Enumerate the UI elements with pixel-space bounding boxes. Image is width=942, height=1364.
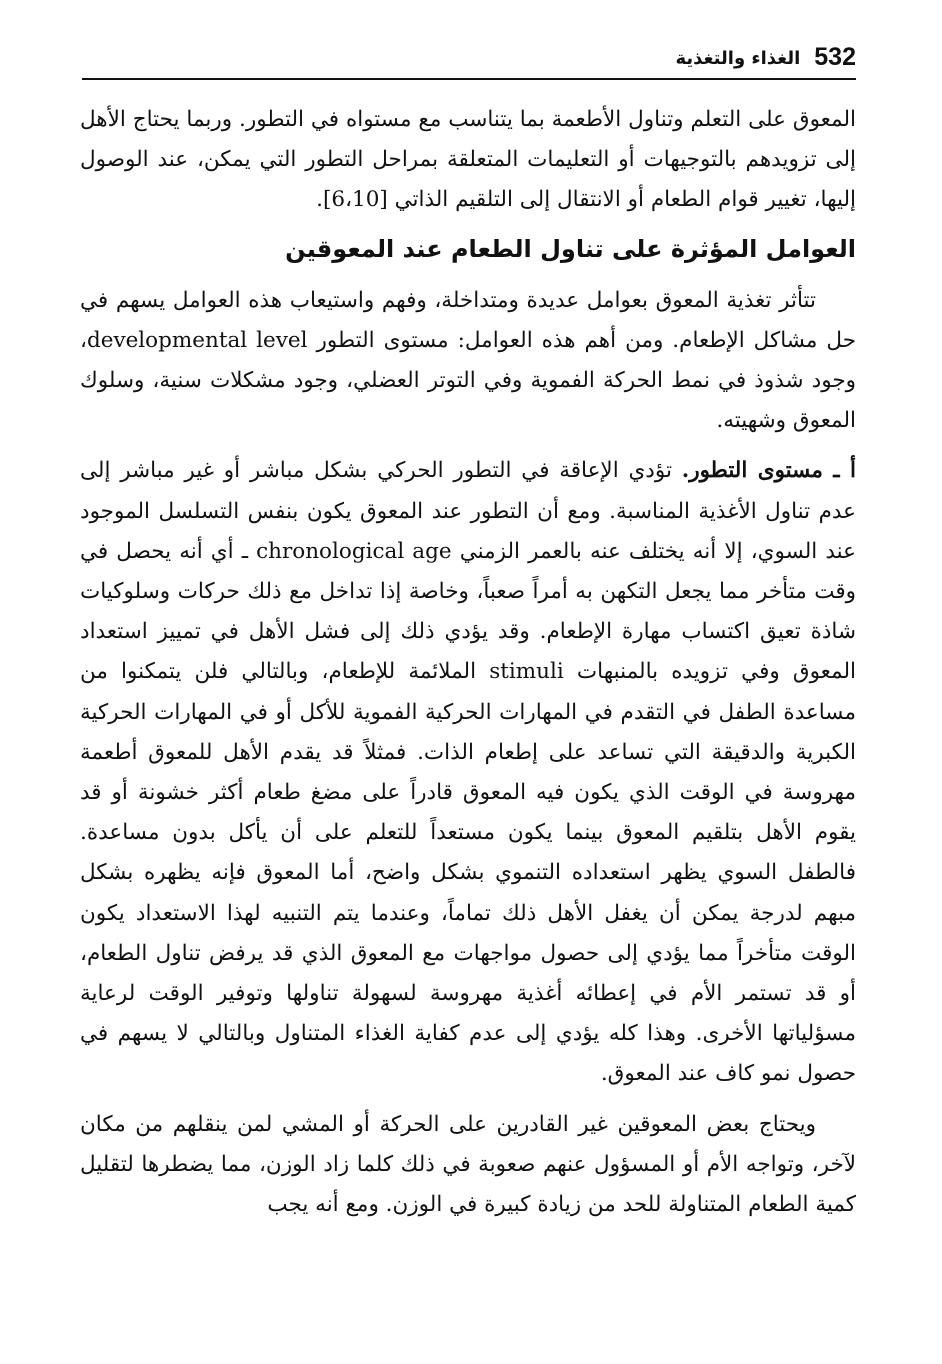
paragraph-3-text-part3: الملائمة للإطعام، وبالتالي فلن يتمكنوا من مساعدة الطفل في التقدم في المهارات الحركية الفموية للأكل أو في المهارات الحركية الكبرية والدقيقة التي تساعد على إطعام الذات. فمثلاً قد يقدم الأهل للمعوق أطعمة مهروسة في الوقت الذي يكون فيه المعوق قادراً على مضغ طعام أكثر خشونة أو قد يقوم الأهل بتلقيم المعوق بينما يكون مستعداً للتعلم على أن يأكل بدون مساعدة. فالطفل السوي يظهر استعداده التنموي بشكل واضح، أما المعوق فإنه يظهره بشكل مبهم لدرجة يمكن أن يغفل الأهل ذلك تماماً، وعندما يتم التنبيه لهذا الاستعداد يكون الوقت متأخراً مما يؤدي إلى حصول مواجهات مع المعوق الذي قد يرفض تناول الطعام، أو قد تستمر الأم في إعطائه أغذية مهروسة لسهولة تناولها وتوفير الوقت لرعاية مسؤلياتها الأخرى. وهذا كله يؤدي إلى عدم كفاية الغذاء المتناول وبالتالي لا يسهم في حصول نمو كاف عند المعوق. xyxy=(80,659,856,1087)
paragraph-1 xyxy=(80,100,856,221)
paragraph-4 xyxy=(80,1105,856,1226)
term-chronological-age: chronological age xyxy=(256,538,452,564)
page-header xyxy=(82,30,856,78)
paragraph-3-text-part2: ـ أي أنه يحصل في وقت متأخر مما يجعل التكهن به أمراً صعباً، وخاصة إذا تداخل مع ذلك حركات وسلوكيات شاذة تعيق اكتساب مهارة الإطعام. وقد يؤدي ذلك إلى فشل الأهل في تمييز استعداد المعوق وفي تزويده بالمنبهات xyxy=(80,538,857,685)
page-content xyxy=(80,100,856,1225)
paragraph-2-text-end: ، وجود شذوذ في نمط الحركة الفموية وفي التوتر العضلي، وجود مشكلات سنية، وسلوك المعوق وشهيته. xyxy=(80,327,856,434)
page-number: 532 xyxy=(814,43,856,71)
paragraph-1-text: المعوق على التعلم وتناول الأطعمة بما يتناسب مع مستواه في التطور. وربما يحتاج الأهل إلى تزويدهم بالتوجيهات أو التعليمات المتعلقة بمراحل التطور التي يمكن، عند الوصول إليها، تغيير قوام الطعام أو الانتقال إلى التلقيم الذاتي [6،10]. xyxy=(80,107,856,213)
running-title: الغذاء والتغذية xyxy=(675,48,801,69)
paragraph-3 xyxy=(80,451,856,1094)
paragraph-2 xyxy=(80,281,856,442)
term-stimuli: stimuli xyxy=(489,659,564,685)
paragraph-3-text-part1: تؤدي الإعاقة في التطور الحركي بشكل مباشر أو غير مباشر إلى عدم تناول الأغذية المناسبة. ومع أن التطور عند المعوق يكون بنفس التسلسل الموجود عند السوي، إلا أنه يختلف عنه بالعمر الزمني xyxy=(80,458,856,564)
paragraph-4-text: ويحتاج بعض المعوقين غير القادرين على الحركة أو المشي لمن ينقلهم من مكان لآخر، وتواجه الأم أو المسؤول عنهم صعوبة في ذلك كلما زاد الوزن، مما يضطرها لتقليل كمية الطعام المتناولة للحد من زيادة كبيرة في الوزن. ومع أنه يجب xyxy=(80,1111,856,1218)
term-developmental-level: developmental level xyxy=(86,327,308,353)
section-heading: العوامل المؤثرة على تناول الطعام عند المعوقين xyxy=(285,234,856,263)
subsection-label: أ ـ مستوى التطور. xyxy=(681,458,856,484)
header-rule xyxy=(82,78,856,80)
paragraph-2-text-start: تتأثر تغذية المعوق بعوامل عديدة ومتداخلة، وفهم واستيعاب هذه العوامل يسهم في حل مشاكل الإطعام. ومن أهم هذه العوامل: مستوى التطور xyxy=(80,287,856,353)
